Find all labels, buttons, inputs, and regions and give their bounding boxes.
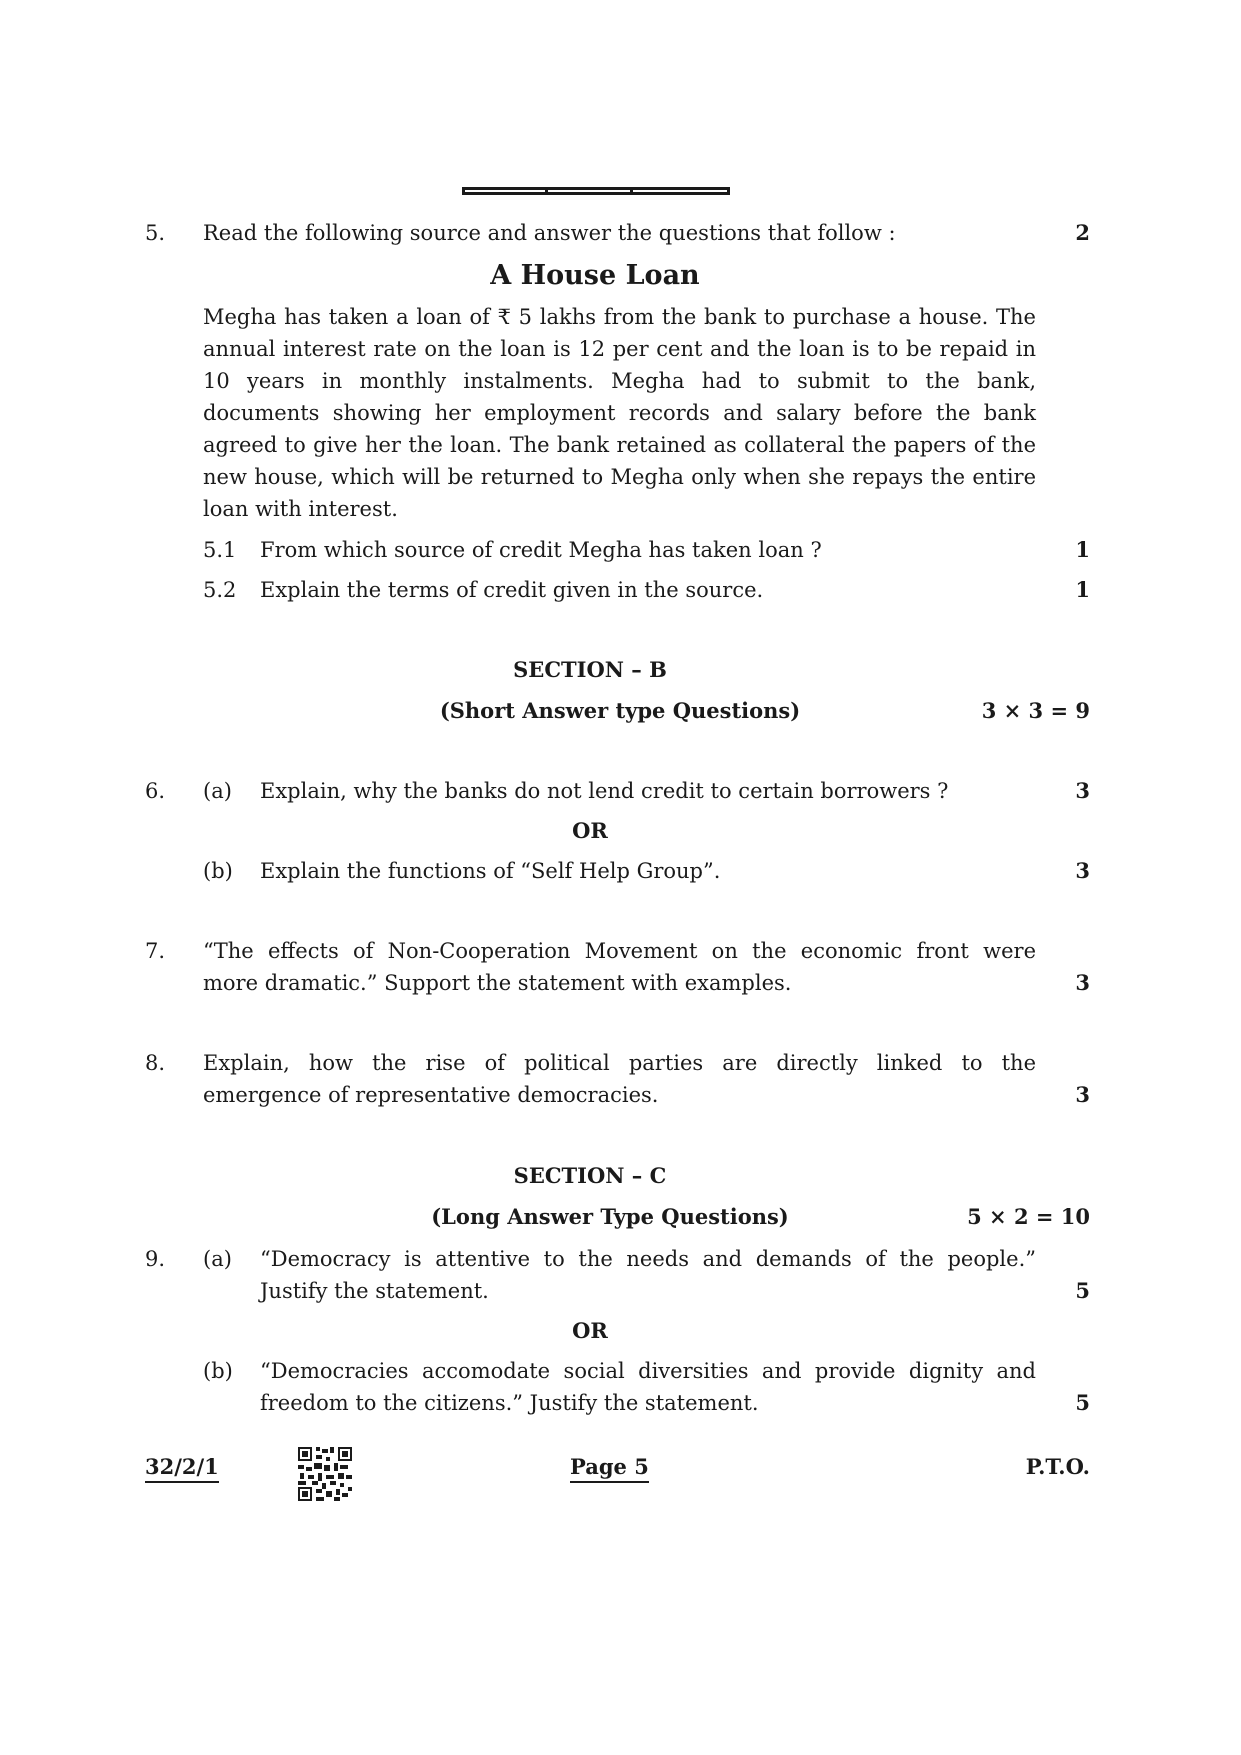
source-title: A House Loan <box>490 260 700 291</box>
question-marks: 3 <box>1075 858 1090 883</box>
paper-code: 32/2/1 <box>145 1454 219 1483</box>
question-marks: 5 <box>1075 1278 1090 1303</box>
option-label: (b) <box>203 1359 233 1383</box>
or-divider: OR <box>572 818 608 843</box>
section-marks: 5 × 2 = 10 <box>967 1204 1090 1229</box>
subquestion-marks: 1 <box>1075 577 1090 602</box>
question-marks: 3 <box>1075 1082 1090 1107</box>
option-text: freedom to the citizens.” Justify the statement. <box>260 1391 759 1415</box>
subquestion-marks: 1 <box>1075 537 1090 562</box>
subquestion-text: Explain the terms of credit given in the source. <box>260 578 764 602</box>
header-ornament-tick <box>630 187 633 195</box>
header-ornament <box>462 187 730 195</box>
option-text: Justify the statement. <box>260 1279 489 1303</box>
subquestion-number: 5.1 <box>203 538 237 562</box>
question-marks: 2 <box>1075 220 1090 245</box>
question-marks: 5 <box>1075 1390 1090 1415</box>
subquestion-text: From which source of credit Megha has taken loan ? <box>260 538 822 562</box>
question-text: more dramatic.” Support the statement with examples. <box>203 971 792 995</box>
qr-code-icon <box>298 1447 352 1501</box>
pto-label: P.T.O. <box>1025 1454 1090 1479</box>
question-number: 9. <box>145 1247 166 1271</box>
section-subtitle: (Long Answer Type Questions) <box>431 1204 789 1229</box>
source-passage: Megha has taken a loan of ₹ 5 lakhs from the bank to purchase a house. The annual interest rate on the loan is 12 per cent and the loan is to be repaid in 10 years in monthly instalments. Megha had to submit to the bank, documents showing her employment records and salary before the bank agreed to give her the loan. The bank retained as collateral the papers of the new house, which will be returned to Megha only when she repays the entire loan with interest. <box>203 305 1036 521</box>
section-title: SECTION – B <box>513 657 667 682</box>
question-number: 6. <box>145 779 166 803</box>
question-number: 8. <box>145 1051 166 1075</box>
or-divider: OR <box>572 1318 608 1343</box>
question-text: “The effects of Non-Cooperation Movement on the economic front were <box>203 939 1036 963</box>
question-number: 5. <box>145 221 166 245</box>
option-text: “Democracies accomodate social diversities and provide dignity and <box>260 1359 1036 1383</box>
page-number: Page 5 <box>570 1454 649 1483</box>
option-text: “Democracy is attentive to the needs and demands of the people.” <box>260 1247 1036 1271</box>
header-ornament-tick <box>545 187 548 195</box>
section-subtitle: (Short Answer type Questions) <box>439 698 801 723</box>
option-text: Explain the functions of “Self Help Group”. <box>260 859 721 883</box>
question-marks: 3 <box>1075 970 1090 995</box>
option-label: (a) <box>203 1247 232 1271</box>
question-prompt: Read the following source and answer the questions that follow : <box>203 221 896 245</box>
question-text: Explain, how the rise of political parties are directly linked to the <box>203 1051 1036 1075</box>
subquestion-number: 5.2 <box>203 578 237 602</box>
question-marks: 3 <box>1075 778 1090 803</box>
option-label: (b) <box>203 859 233 883</box>
option-text: Explain, why the banks do not lend credit to certain borrowers ? <box>260 779 949 803</box>
section-marks: 3 × 3 = 9 <box>981 698 1090 723</box>
question-number: 7. <box>145 939 166 963</box>
option-label: (a) <box>203 779 232 803</box>
section-title: SECTION – C <box>513 1163 667 1188</box>
question-text: emergence of representative democracies. <box>203 1083 659 1107</box>
